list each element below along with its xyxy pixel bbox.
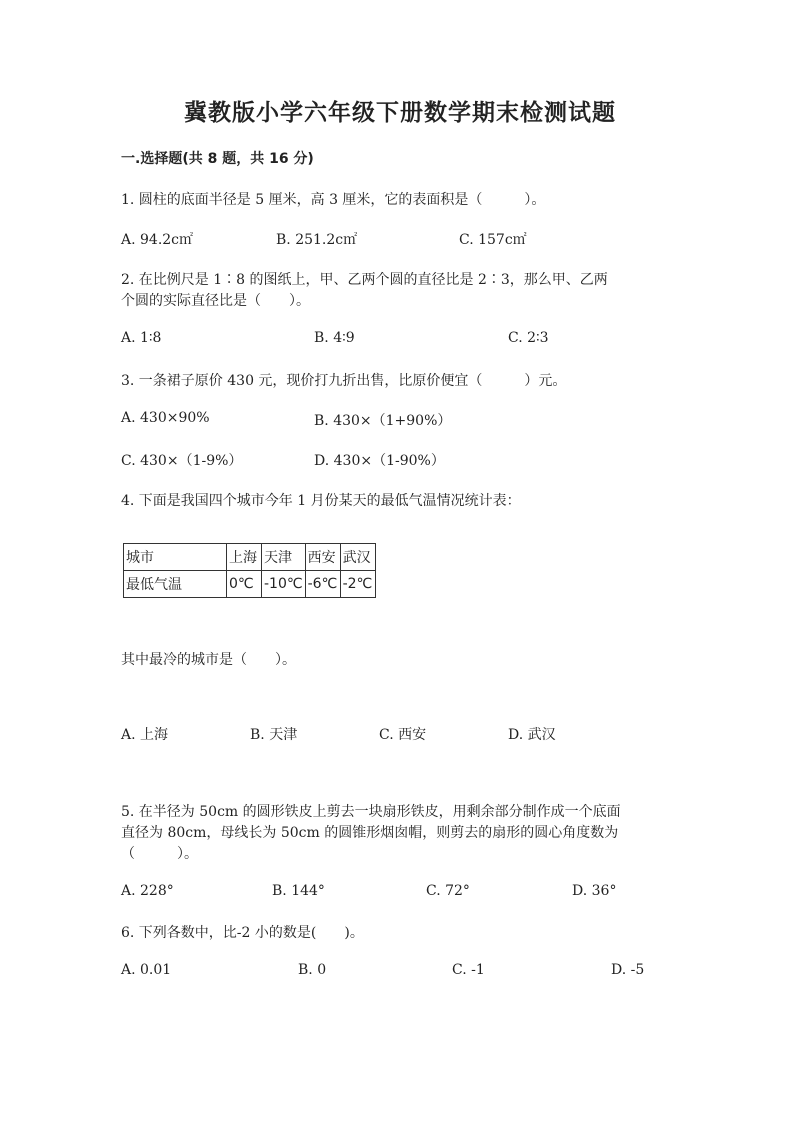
question-3-option-a: A. 430×90%: [121, 410, 210, 426]
question-3-text: 3. 一条裙子原价 430 元，现价打九折出售，比原价便宜（ ）元。: [121, 373, 567, 389]
table-cell: 西安: [305, 544, 340, 571]
question-3-option-d: D. 430×（1-90%）: [314, 453, 445, 469]
question-2-option-a: A. 1∶8: [121, 330, 162, 346]
question-5-text-line-2: 直径为 80cm，母线长为 50cm 的圆锥形烟囱帽，则剪去的扇形的圆心角度数为: [121, 825, 619, 841]
question-5-text-line-1: 5. 在半径为 50cm 的圆形铁皮上剪去一块扇形铁皮，用剩余部分制作成一个底面: [121, 804, 621, 820]
question-4-option-c: C. 西安: [379, 727, 427, 743]
table-header-row: [124, 544, 376, 571]
table-cell: 武汉: [340, 544, 375, 571]
table-cell: 城市: [124, 544, 227, 571]
table-cell: 上海: [227, 544, 262, 571]
question-2-text-line-1: 2. 在比例尺是 1∶8 的图纸上，甲、乙两个圆的直径比是 2∶3，那么甲、乙两: [121, 272, 608, 288]
question-6-option-a: A. 0.01: [121, 962, 172, 978]
question-4-follow-text: 其中最冷的城市是（ ）。: [121, 652, 296, 668]
question-2-option-b: B. 4∶9: [314, 330, 355, 346]
table-cell: -6℃: [305, 571, 340, 598]
question-4-option-b: B. 天津: [250, 727, 298, 743]
question-6-text: 6. 下列各数中，比-2 小的数是( )。: [121, 925, 364, 941]
question-3-option-c: C. 430×（1-9%）: [121, 453, 243, 469]
question-1-option-a: A. 94.2c㎡: [121, 232, 194, 248]
question-1-option-b: B. 251.2c㎡: [276, 232, 358, 248]
table-row: [124, 571, 376, 598]
question-5-option-a: A. 228°: [121, 883, 174, 899]
page-title: 冀教版小学六年级下册数学期末检测试题: [184, 100, 616, 126]
question-4-text: 4. 下面是我国四个城市今年 1 月份某天的最低气温情况统计表：: [121, 493, 521, 509]
table-cell: 最低气温: [124, 571, 227, 598]
temperature-table: [123, 543, 376, 598]
question-6-option-c: C. -1: [452, 962, 485, 978]
table-cell: 天津: [262, 544, 306, 571]
question-5-option-c: C. 72°: [426, 883, 470, 899]
question-1-text: 1. 圆柱的底面半径是 5 厘米，高 3 厘米，它的表面积是（ ）。: [121, 192, 546, 208]
section-heading: 一.选择题(共 8 题，共 16 分): [121, 151, 314, 167]
question-5-option-b: B. 144°: [272, 883, 325, 899]
question-5-option-d: D. 36°: [572, 883, 617, 899]
question-3-option-b: B. 430×（1+90%）: [314, 413, 452, 429]
table-cell: 0℃: [227, 571, 262, 598]
question-4-option-d: D. 武汉: [508, 727, 556, 743]
question-6-option-d: D. -5: [611, 962, 645, 978]
question-5-text-line-3: （ ）。: [121, 846, 198, 862]
table-cell: -2℃: [340, 571, 375, 598]
question-4-option-a: A. 上海: [121, 727, 169, 743]
question-2-text-line-2: 个圆的实际直径比是（ ）。: [121, 293, 310, 309]
question-6-option-b: B. 0: [298, 962, 327, 978]
question-1-option-c: C. 157c㎡: [459, 232, 527, 248]
table-cell: -10℃: [262, 571, 306, 598]
question-2-option-c: C. 2∶3: [508, 330, 549, 346]
